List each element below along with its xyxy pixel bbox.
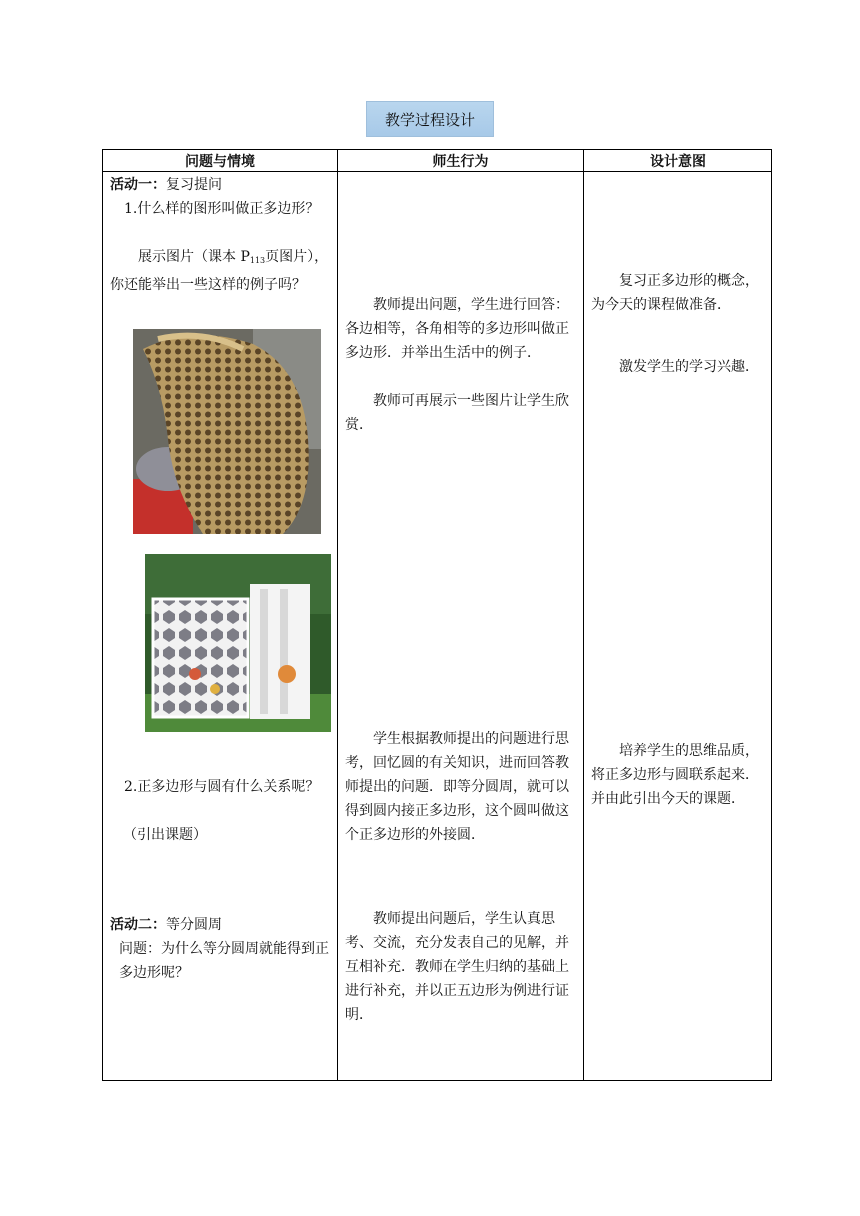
- activity-two-heading: [110, 913, 332, 937]
- section-title: 教学过程设计: [366, 101, 494, 137]
- teacher-student-p3: 学生根据教师提出的问题进行思考，回忆圆的有关知识，进而回答教师提出的问题．即等分圆周，就可以得到圆内接正多边形，这个圆叫做这个正多边形的外接圆．: [345, 731, 569, 843]
- header-problem-context: 问题与情境: [185, 153, 255, 170]
- page-subscript: 113: [249, 256, 266, 265]
- activity-one-heading: [110, 173, 332, 197]
- column-divider: [337, 150, 338, 1080]
- activity-one-name: 复习提问: [166, 177, 222, 193]
- hexagon-sculpture-photo: [145, 554, 331, 732]
- design-intent-p2: 激发学生的学习兴趣．: [619, 359, 759, 375]
- column-divider: [583, 150, 584, 1080]
- show-pictures-text-b: 页图片），你还能举出一些这样的例子吗？: [110, 249, 329, 293]
- show-pictures-text-a: 展示图片（课本 P: [138, 249, 250, 265]
- question-one: 1.什么样的图形叫做正多边形？: [124, 201, 320, 217]
- design-intent-p1: 复习正多边形的概念，为今天的课程做准备．: [591, 273, 759, 313]
- teacher-student-p2: 教师可再展示一些图片让学生欣赏．: [345, 393, 569, 433]
- show-pictures-prompt: [110, 245, 332, 297]
- activity-two-label: 活动二：: [110, 917, 166, 933]
- teacher-student-p4: 教师提出问题后，学生认真思考、交流，充分发表自己的见解，并互相补充．教师在学生归纳的基础上进行补充，并以正五边形为例进行证明．: [345, 911, 569, 1023]
- design-intent-p3: 培养学生的思维品质，将正多边形与圆联系起来．并由此引出今天的课题．: [591, 743, 759, 807]
- activity-two-question: 问题：为什么等分圆周就能得到正多边形呢？: [119, 941, 329, 981]
- teacher-student-p1: 教师提出问题，学生进行回答：各边相等，各角相等的多边形叫做正多边形．并举出生活中的例子．: [345, 297, 569, 361]
- activity-two-name: 等分圆周: [166, 917, 222, 933]
- header-design-intent: 设计意图: [650, 153, 706, 170]
- header-divider: [103, 171, 771, 172]
- question-two-note: （引出课题）: [123, 827, 207, 843]
- lesson-table: [102, 149, 772, 1081]
- honeycomb-nest-photo: [133, 329, 321, 534]
- activity-one-label: 活动一：: [110, 177, 166, 193]
- question-two: 2.正多边形与圆有什么关系呢？: [124, 779, 320, 795]
- header-teacher-student: 师生行为: [432, 153, 489, 170]
